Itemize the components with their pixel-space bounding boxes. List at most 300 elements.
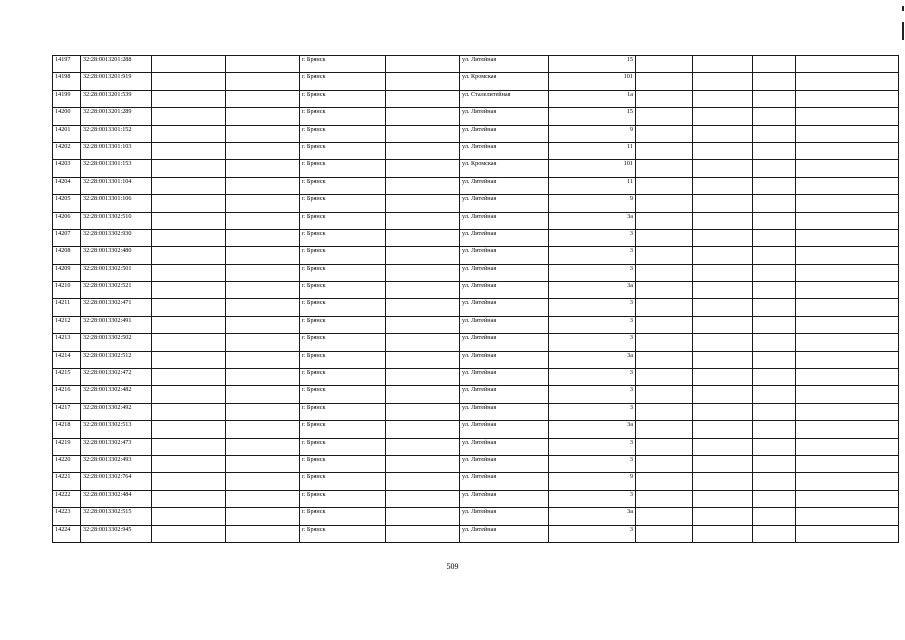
empty-cell <box>152 403 226 420</box>
house-number-cell: 3 <box>549 316 636 333</box>
city-cell: г. Брянск <box>300 73 386 90</box>
city-cell: г. Брянск <box>300 229 386 246</box>
row-number-cell: 14222 <box>53 490 81 507</box>
house-number-cell: 3 <box>549 369 636 386</box>
empty-cell <box>636 473 693 490</box>
house-number-cell: 101 <box>549 160 636 177</box>
empty-cell <box>152 351 226 368</box>
table-row <box>53 455 899 472</box>
street-cell: ул. Литейная <box>460 403 549 420</box>
row-number-cell: 14202 <box>53 142 81 159</box>
empty-cell <box>693 525 753 542</box>
empty-cell <box>636 525 693 542</box>
street-cell: ул. Литейная <box>460 508 549 525</box>
empty-cell <box>753 229 796 246</box>
city-cell: г. Брянск <box>300 56 386 73</box>
registry-table <box>52 55 899 543</box>
cadastral-number-cell: 32:28:0013302:493 <box>81 455 152 472</box>
empty-cell <box>226 229 300 246</box>
street-cell: ул. Литейная <box>460 299 549 316</box>
empty-cell <box>386 316 460 333</box>
empty-cell <box>152 299 226 316</box>
row-number-cell: 14203 <box>53 160 81 177</box>
empty-cell <box>152 473 226 490</box>
empty-cell <box>386 212 460 229</box>
empty-cell <box>753 490 796 507</box>
street-cell: ул. Литейная <box>460 473 549 490</box>
empty-cell <box>636 56 693 73</box>
empty-cell <box>386 264 460 281</box>
empty-cell <box>226 386 300 403</box>
empty-cell <box>796 369 899 386</box>
cadastral-number-cell: 32:28:0013201:919 <box>81 73 152 90</box>
empty-cell <box>636 247 693 264</box>
table-row <box>53 490 899 507</box>
table-row <box>53 525 899 542</box>
cadastral-number-cell: 32:28:0013302:482 <box>81 386 152 403</box>
city-cell: г. Брянск <box>300 438 386 455</box>
street-cell: ул. Литейная <box>460 125 549 142</box>
table-row <box>53 247 899 264</box>
empty-cell <box>226 421 300 438</box>
street-cell: ул. Литейная <box>460 455 549 472</box>
city-cell: г. Брянск <box>300 386 386 403</box>
empty-cell <box>693 177 753 194</box>
city-cell: г. Брянск <box>300 160 386 177</box>
empty-cell <box>636 108 693 125</box>
empty-cell <box>226 490 300 507</box>
row-number-cell: 14221 <box>53 473 81 490</box>
row-number-cell: 14206 <box>53 212 81 229</box>
empty-cell <box>152 247 226 264</box>
empty-cell <box>636 177 693 194</box>
table-row <box>53 316 899 333</box>
empty-cell <box>796 125 899 142</box>
city-cell: г. Брянск <box>300 264 386 281</box>
cadastral-number-cell: 32:28:0013302:930 <box>81 229 152 246</box>
house-number-cell: 9 <box>549 473 636 490</box>
empty-cell <box>386 455 460 472</box>
street-cell: ул. Литейная <box>460 369 549 386</box>
house-number-cell: 3 <box>549 247 636 264</box>
empty-cell <box>226 351 300 368</box>
street-cell: ул. Литейная <box>460 142 549 159</box>
empty-cell <box>386 247 460 264</box>
table-row <box>53 195 899 212</box>
street-cell: ул. Литейная <box>460 212 549 229</box>
empty-cell <box>152 177 226 194</box>
empty-cell <box>796 525 899 542</box>
empty-cell <box>753 316 796 333</box>
empty-cell <box>796 160 899 177</box>
empty-cell <box>226 142 300 159</box>
street-cell: ул. Литейная <box>460 282 549 299</box>
table-row <box>53 508 899 525</box>
cadastral-number-cell: 32:28:0013302:471 <box>81 299 152 316</box>
empty-cell <box>152 455 226 472</box>
empty-cell <box>796 282 899 299</box>
empty-cell <box>386 195 460 212</box>
empty-cell <box>796 490 899 507</box>
table-row <box>53 108 899 125</box>
empty-cell <box>226 177 300 194</box>
street-cell: ул. Кромская <box>460 160 549 177</box>
house-number-cell: 3а <box>549 508 636 525</box>
empty-cell <box>693 264 753 281</box>
empty-cell <box>753 177 796 194</box>
empty-cell <box>753 142 796 159</box>
cadastral-number-cell: 32:28:0013302:764 <box>81 473 152 490</box>
empty-cell <box>152 108 226 125</box>
empty-cell <box>753 421 796 438</box>
empty-cell <box>386 473 460 490</box>
city-cell: г. Брянск <box>300 212 386 229</box>
empty-cell <box>753 56 796 73</box>
table-row <box>53 125 899 142</box>
street-cell: ул. Литейная <box>460 351 549 368</box>
table-row <box>53 334 899 351</box>
empty-cell <box>386 108 460 125</box>
empty-cell <box>152 195 226 212</box>
cadastral-number-cell: 32:28:0013302:501 <box>81 264 152 281</box>
row-number-cell: 14212 <box>53 316 81 333</box>
table-row <box>53 177 899 194</box>
row-number-cell: 14198 <box>53 73 81 90</box>
empty-cell <box>636 160 693 177</box>
city-cell: г. Брянск <box>300 142 386 159</box>
row-number-cell: 14210 <box>53 282 81 299</box>
house-number-cell: 9 <box>549 195 636 212</box>
empty-cell <box>693 351 753 368</box>
city-cell: г. Брянск <box>300 299 386 316</box>
empty-cell <box>152 386 226 403</box>
empty-cell <box>152 264 226 281</box>
scan-edge-mark <box>902 22 904 40</box>
cadastral-number-cell: 32:28:0013302:472 <box>81 369 152 386</box>
empty-cell <box>636 90 693 107</box>
empty-cell <box>636 316 693 333</box>
empty-cell <box>693 56 753 73</box>
row-number-cell: 14208 <box>53 247 81 264</box>
empty-cell <box>693 195 753 212</box>
empty-cell <box>796 90 899 107</box>
table-row <box>53 386 899 403</box>
table-row <box>53 438 899 455</box>
empty-cell <box>152 212 226 229</box>
row-number-cell: 14197 <box>53 56 81 73</box>
empty-cell <box>636 264 693 281</box>
cadastral-number-cell: 32:28:0013201:289 <box>81 108 152 125</box>
empty-cell <box>693 508 753 525</box>
empty-cell <box>753 247 796 264</box>
empty-cell <box>636 508 693 525</box>
empty-cell <box>753 195 796 212</box>
house-number-cell: 15 <box>549 108 636 125</box>
street-cell: ул. Сталелитейная <box>460 90 549 107</box>
city-cell: г. Брянск <box>300 316 386 333</box>
table-row <box>53 229 899 246</box>
cadastral-number-cell: 32:28:0013302:521 <box>81 282 152 299</box>
empty-cell <box>796 316 899 333</box>
empty-cell <box>796 212 899 229</box>
empty-cell <box>386 160 460 177</box>
empty-cell <box>386 438 460 455</box>
empty-cell <box>226 90 300 107</box>
empty-cell <box>226 334 300 351</box>
empty-cell <box>636 195 693 212</box>
empty-cell <box>226 212 300 229</box>
house-number-cell: 3а <box>549 351 636 368</box>
empty-cell <box>226 403 300 420</box>
row-number-cell: 14220 <box>53 455 81 472</box>
cadastral-number-cell: 32:28:0013302:945 <box>81 525 152 542</box>
empty-cell <box>796 247 899 264</box>
empty-cell <box>796 142 899 159</box>
house-number-cell: 3а <box>549 421 636 438</box>
empty-cell <box>693 421 753 438</box>
table-row <box>53 142 899 159</box>
cadastral-number-cell: 32:28:0013302:484 <box>81 490 152 507</box>
empty-cell <box>796 73 899 90</box>
empty-cell <box>152 282 226 299</box>
street-cell: ул. Литейная <box>460 247 549 264</box>
empty-cell <box>693 438 753 455</box>
city-cell: г. Брянск <box>300 282 386 299</box>
empty-cell <box>693 125 753 142</box>
empty-cell <box>693 334 753 351</box>
empty-cell <box>386 421 460 438</box>
city-cell: г. Брянск <box>300 525 386 542</box>
row-number-cell: 14218 <box>53 421 81 438</box>
empty-cell <box>226 525 300 542</box>
table-row <box>53 369 899 386</box>
cadastral-number-cell: 32:28:0013302:502 <box>81 334 152 351</box>
empty-cell <box>386 90 460 107</box>
row-number-cell: 14211 <box>53 299 81 316</box>
empty-cell <box>753 386 796 403</box>
row-number-cell: 14204 <box>53 177 81 194</box>
empty-cell <box>796 351 899 368</box>
cadastral-number-cell: 32:28:0013301:104 <box>81 177 152 194</box>
table-row <box>53 351 899 368</box>
row-number-cell: 14217 <box>53 403 81 420</box>
empty-cell <box>693 473 753 490</box>
empty-cell <box>152 316 226 333</box>
empty-cell <box>753 369 796 386</box>
empty-cell <box>152 525 226 542</box>
city-cell: г. Брянск <box>300 490 386 507</box>
city-cell: г. Брянск <box>300 247 386 264</box>
house-number-cell: 11 <box>549 177 636 194</box>
empty-cell <box>753 525 796 542</box>
empty-cell <box>636 229 693 246</box>
empty-cell <box>152 73 226 90</box>
scan-edge-mark <box>902 6 904 11</box>
house-number-cell: 3 <box>549 525 636 542</box>
empty-cell <box>636 125 693 142</box>
city-cell: г. Брянск <box>300 508 386 525</box>
empty-cell <box>753 455 796 472</box>
house-number-cell: 9 <box>549 125 636 142</box>
street-cell: ул. Литейная <box>460 525 549 542</box>
house-number-cell: 101 <box>549 73 636 90</box>
city-cell: г. Брянск <box>300 334 386 351</box>
street-cell: ул. Литейная <box>460 316 549 333</box>
street-cell: ул. Литейная <box>460 334 549 351</box>
table-row <box>53 73 899 90</box>
empty-cell <box>693 490 753 507</box>
empty-cell <box>693 247 753 264</box>
empty-cell <box>753 403 796 420</box>
empty-cell <box>226 369 300 386</box>
row-number-cell: 14214 <box>53 351 81 368</box>
empty-cell <box>226 438 300 455</box>
empty-cell <box>753 299 796 316</box>
empty-cell <box>226 316 300 333</box>
table-row <box>53 282 899 299</box>
empty-cell <box>796 473 899 490</box>
table-row <box>53 403 899 420</box>
empty-cell <box>386 73 460 90</box>
city-cell: г. Брянск <box>300 473 386 490</box>
street-cell: ул. Литейная <box>460 229 549 246</box>
empty-cell <box>753 473 796 490</box>
empty-cell <box>796 386 899 403</box>
cadastral-number-cell: 32:28:0013301:103 <box>81 142 152 159</box>
row-number-cell: 14213 <box>53 334 81 351</box>
empty-cell <box>636 142 693 159</box>
empty-cell <box>152 508 226 525</box>
empty-cell <box>796 229 899 246</box>
house-number-cell: 3а <box>549 212 636 229</box>
street-cell: ул. Литейная <box>460 264 549 281</box>
empty-cell <box>636 334 693 351</box>
cadastral-number-cell: 32:28:0013201:288 <box>81 56 152 73</box>
empty-cell <box>226 108 300 125</box>
empty-cell <box>386 490 460 507</box>
row-number-cell: 14199 <box>53 90 81 107</box>
empty-cell <box>693 316 753 333</box>
empty-cell <box>753 90 796 107</box>
empty-cell <box>152 142 226 159</box>
house-number-cell: 3 <box>549 403 636 420</box>
empty-cell <box>796 264 899 281</box>
empty-cell <box>796 334 899 351</box>
empty-cell <box>753 334 796 351</box>
empty-cell <box>636 386 693 403</box>
registry-body <box>53 56 899 543</box>
empty-cell <box>753 73 796 90</box>
house-number-cell: 3 <box>549 438 636 455</box>
empty-cell <box>693 142 753 159</box>
empty-cell <box>796 56 899 73</box>
empty-cell <box>636 73 693 90</box>
city-cell: г. Брянск <box>300 177 386 194</box>
table-row <box>53 264 899 281</box>
empty-cell <box>796 108 899 125</box>
page-number: 509 <box>446 562 459 571</box>
house-number-cell: 3 <box>549 386 636 403</box>
empty-cell <box>636 212 693 229</box>
cadastral-number-cell: 32:28:0013301:152 <box>81 125 152 142</box>
cadastral-number-cell: 32:28:0013201:539 <box>81 90 152 107</box>
city-cell: г. Брянск <box>300 125 386 142</box>
cadastral-number-cell: 32:28:0013302:491 <box>81 316 152 333</box>
empty-cell <box>753 125 796 142</box>
house-number-cell: 3 <box>549 229 636 246</box>
empty-cell <box>152 229 226 246</box>
cadastral-number-cell: 32:28:0013301:106 <box>81 195 152 212</box>
empty-cell <box>796 455 899 472</box>
empty-cell <box>386 334 460 351</box>
street-cell: ул. Литейная <box>460 438 549 455</box>
empty-cell <box>693 108 753 125</box>
empty-cell <box>152 421 226 438</box>
house-number-cell: 3 <box>549 299 636 316</box>
empty-cell <box>693 455 753 472</box>
empty-cell <box>796 403 899 420</box>
empty-cell <box>753 264 796 281</box>
table-row <box>53 56 899 73</box>
empty-cell <box>226 160 300 177</box>
house-number-cell: 1а <box>549 90 636 107</box>
empty-cell <box>753 160 796 177</box>
empty-cell <box>226 508 300 525</box>
empty-cell <box>152 369 226 386</box>
row-number-cell: 14219 <box>53 438 81 455</box>
cadastral-number-cell: 32:28:0013302:492 <box>81 403 152 420</box>
row-number-cell: 14207 <box>53 229 81 246</box>
empty-cell <box>693 212 753 229</box>
empty-cell <box>386 282 460 299</box>
empty-cell <box>693 229 753 246</box>
empty-cell <box>386 403 460 420</box>
empty-cell <box>753 508 796 525</box>
house-number-cell: 15 <box>549 56 636 73</box>
cadastral-number-cell: 32:28:0013302:473 <box>81 438 152 455</box>
house-number-cell: 11 <box>549 142 636 159</box>
empty-cell <box>693 282 753 299</box>
cadastral-number-cell: 32:28:0013301:153 <box>81 160 152 177</box>
empty-cell <box>636 351 693 368</box>
empty-cell <box>693 386 753 403</box>
empty-cell <box>152 56 226 73</box>
row-number-cell: 14215 <box>53 369 81 386</box>
row-number-cell: 14205 <box>53 195 81 212</box>
city-cell: г. Брянск <box>300 403 386 420</box>
empty-cell <box>386 525 460 542</box>
empty-cell <box>636 282 693 299</box>
empty-cell <box>226 125 300 142</box>
city-cell: г. Брянск <box>300 90 386 107</box>
empty-cell <box>796 177 899 194</box>
city-cell: г. Брянск <box>300 369 386 386</box>
empty-cell <box>226 195 300 212</box>
empty-cell <box>152 438 226 455</box>
empty-cell <box>753 212 796 229</box>
empty-cell <box>753 108 796 125</box>
street-cell: ул. Литейная <box>460 490 549 507</box>
empty-cell <box>796 195 899 212</box>
empty-cell <box>693 90 753 107</box>
empty-cell <box>753 351 796 368</box>
empty-cell <box>636 490 693 507</box>
house-number-cell: 3 <box>549 334 636 351</box>
empty-cell <box>226 264 300 281</box>
empty-cell <box>386 508 460 525</box>
empty-cell <box>152 90 226 107</box>
table-row <box>53 473 899 490</box>
